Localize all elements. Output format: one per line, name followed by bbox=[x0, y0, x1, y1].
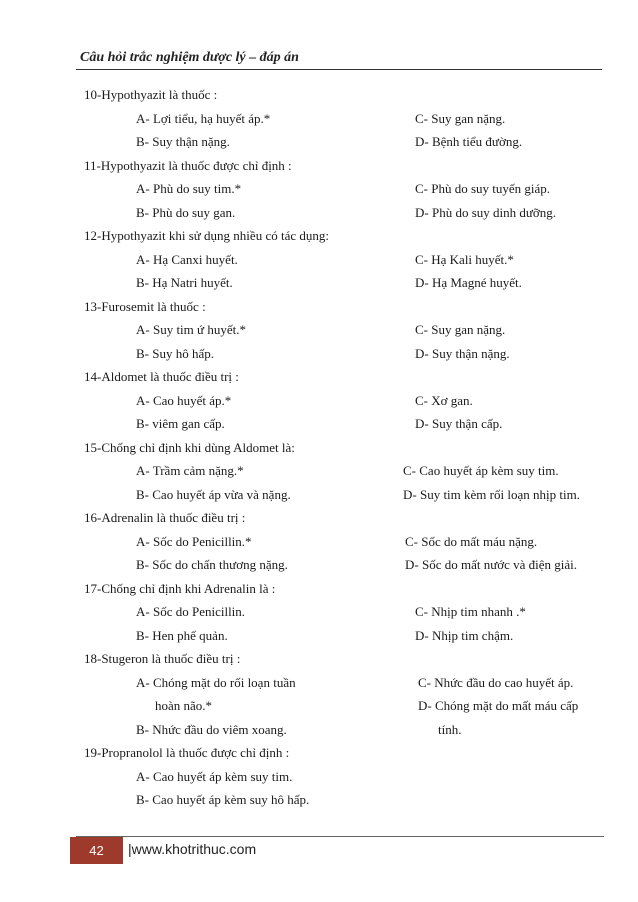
option-left: A- Cao huyết áp.* bbox=[136, 392, 232, 408]
option-left: A- Sốc do Penicillin.* bbox=[136, 533, 252, 549]
option-line bbox=[0, 322, 638, 346]
option-line bbox=[0, 675, 638, 699]
question-line bbox=[0, 87, 638, 111]
question-line bbox=[0, 581, 638, 605]
question-line bbox=[0, 510, 638, 534]
option-continuation: hoàn não.* bbox=[155, 698, 213, 713]
option-left: B- Hạ Natri huyết. bbox=[136, 275, 233, 290]
question-stem: 12-Hypothyazit khi sử dụng nhiều có tác dụng: bbox=[84, 228, 329, 243]
option-line bbox=[0, 698, 638, 722]
option-right: D- Bệnh tiểu đường. bbox=[415, 134, 523, 149]
question-stem: 16-Adrenalin là thuốc điều trị : bbox=[84, 510, 246, 525]
option-right: D- Chóng mặt do mất máu cấp bbox=[418, 698, 579, 713]
option-left: A- Trầm cảm nặng.* bbox=[136, 463, 244, 478]
question-stem: 18-Stugeron là thuốc điều trị : bbox=[84, 651, 241, 666]
question-line bbox=[0, 369, 638, 393]
question-stem: 10-Hypothyazit là thuốc : bbox=[84, 87, 218, 102]
option-left: A- Chóng mặt do rối loạn tuần bbox=[136, 674, 296, 690]
option-left: B- Suy hô hấp. bbox=[136, 345, 214, 361]
option-right: C- Suy gan nặng. bbox=[415, 322, 506, 337]
option-line bbox=[0, 346, 638, 370]
option-line bbox=[0, 275, 638, 299]
option-left: B- Sốc do chấn thương nặng. bbox=[136, 557, 288, 572]
option-right: D- Hạ Magné huyết. bbox=[415, 275, 522, 290]
footer-divider bbox=[76, 836, 604, 837]
header-divider bbox=[76, 69, 602, 70]
option-left: A- Lợi tiểu, hạ huyết áp.* bbox=[136, 110, 271, 126]
option-left: B- Suy thận nặng. bbox=[136, 134, 230, 149]
question-line bbox=[0, 440, 638, 464]
question-list bbox=[0, 87, 638, 816]
question-line bbox=[0, 745, 638, 769]
option-left: A- Cao huyết áp kèm suy tim. bbox=[136, 768, 293, 784]
option-left: A- Hạ Canxi huyết. bbox=[136, 251, 238, 267]
question-stem: 13-Furosemit là thuốc : bbox=[84, 298, 206, 314]
option-left: B- Hen phế quản. bbox=[136, 627, 228, 643]
option-left: B- Nhức đầu do viêm xoang. bbox=[136, 721, 287, 737]
option-line bbox=[0, 181, 638, 205]
option-right: C- Nhịp tim nhanh .* bbox=[415, 604, 526, 619]
option-line bbox=[0, 792, 638, 816]
option-left: A- Phù do suy tim.* bbox=[136, 181, 242, 196]
running-header-title: Câu hỏi trắc nghiệm dược lý – đáp án bbox=[80, 50, 299, 65]
option-line bbox=[0, 111, 638, 135]
question-line bbox=[0, 158, 638, 182]
option-left: A- Sốc do Penicillin. bbox=[136, 604, 246, 619]
option-line bbox=[0, 722, 638, 746]
option-line bbox=[0, 628, 638, 652]
option-left: B- viêm gan cấp. bbox=[136, 416, 225, 431]
option-line bbox=[0, 134, 638, 158]
option-right: C- Sốc do mất máu nặng. bbox=[405, 533, 538, 549]
option-right: D- Suy tim kèm rối loạn nhịp tim. bbox=[403, 486, 580, 502]
question-stem: 19-Propranolol là thuốc được chỉ định : bbox=[84, 745, 290, 760]
option-left: B- Cao huyết áp vừa và nặng. bbox=[136, 486, 291, 502]
option-right: C- Cao huyết áp kèm suy tim. bbox=[403, 463, 559, 478]
option-right: D- Sốc do mất nước và điện giải. bbox=[405, 557, 578, 572]
option-line bbox=[0, 205, 638, 229]
option-right: D- Phù do suy dinh dưỡng. bbox=[415, 204, 557, 220]
question-stem: 14-Aldomet là thuốc điều trị : bbox=[84, 369, 239, 384]
option-right: C- Phù do suy tuyến giáp. bbox=[415, 181, 551, 196]
option-right: C- Suy gan nặng. bbox=[415, 110, 506, 126]
option-line bbox=[0, 463, 638, 487]
option-line bbox=[0, 487, 638, 511]
question-stem: 11-Hypothyazit là thuốc được chỉ định : bbox=[84, 157, 292, 173]
page-number: 42 bbox=[70, 837, 123, 864]
option-right: D- Suy thận cấp. bbox=[415, 416, 503, 431]
option-right: D- Suy thận nặng. bbox=[415, 345, 510, 361]
option-line bbox=[0, 252, 638, 276]
option-line bbox=[0, 769, 638, 793]
option-line bbox=[0, 604, 638, 628]
option-continuation: tính. bbox=[438, 721, 462, 737]
option-line bbox=[0, 534, 638, 558]
footer-url: |www.khotrithuc.com bbox=[128, 841, 257, 857]
option-left: A- Suy tim ứ huyết.* bbox=[136, 322, 246, 337]
option-right: D- Nhịp tim chậm. bbox=[415, 627, 514, 643]
option-line bbox=[0, 393, 638, 417]
question-line bbox=[0, 299, 638, 323]
question-stem: 17-Chống chỉ định khi Adrenalin là : bbox=[84, 580, 276, 596]
question-line bbox=[0, 228, 638, 252]
option-line bbox=[0, 557, 638, 581]
option-left: B- Cao huyết áp kèm suy hô hấp. bbox=[136, 792, 310, 807]
option-right: C- Hạ Kali huyết.* bbox=[415, 251, 514, 267]
question-stem: 15-Chống chỉ định khi dùng Aldomet là: bbox=[84, 439, 295, 455]
option-right: C- Nhức đầu do cao huyết áp. bbox=[418, 674, 574, 690]
option-line bbox=[0, 416, 638, 440]
option-left: B- Phù do suy gan. bbox=[136, 204, 236, 220]
option-right: C- Xơ gan. bbox=[415, 392, 473, 408]
question-line bbox=[0, 651, 638, 675]
